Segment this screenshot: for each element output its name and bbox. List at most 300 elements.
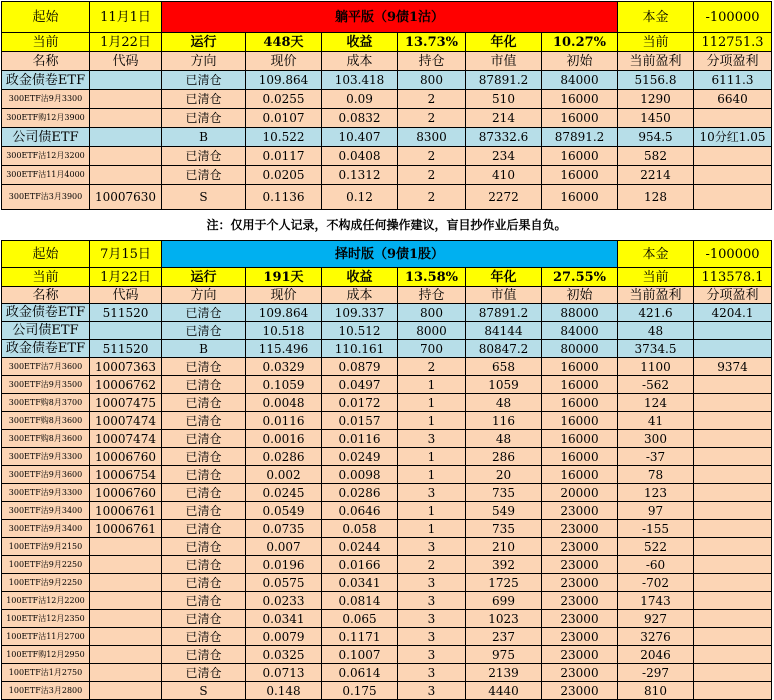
profit-cell[interactable]: 41	[618, 412, 694, 430]
col-header-sub-profit[interactable]: 分项盈利	[694, 52, 772, 71]
initial-cell[interactable]: 80000	[542, 340, 618, 358]
market-value-cell[interactable]: 735	[466, 520, 542, 538]
initial-cell[interactable]: 23000	[542, 556, 618, 574]
market-value-cell[interactable]: 2272	[466, 185, 542, 210]
profit-cell[interactable]: -702	[618, 574, 694, 592]
col-header-code[interactable]: 代码	[90, 287, 162, 304]
profit-cell[interactable]: 3276	[618, 628, 694, 646]
price-cell[interactable]: 0.0233	[246, 592, 322, 610]
top-annual-label[interactable]: 年化	[466, 33, 542, 52]
direction-cell[interactable]: 已清仓	[162, 90, 246, 109]
qty-cell[interactable]: 700	[398, 340, 466, 358]
direction-cell[interactable]: 已清仓	[162, 646, 246, 664]
profit-cell[interactable]: 522	[618, 538, 694, 556]
profit-cell[interactable]: 582	[618, 147, 694, 166]
name-cell[interactable]: 300ETF沽9月3300	[2, 448, 90, 466]
qty-cell[interactable]: 2	[398, 109, 466, 128]
sub-profit-cell[interactable]	[694, 628, 772, 646]
direction-cell[interactable]: B	[162, 340, 246, 358]
bottom-capital-value[interactable]: -100000	[694, 241, 772, 268]
top-current-label[interactable]: 当前	[2, 33, 90, 52]
qty-cell[interactable]: 2	[398, 147, 466, 166]
direction-cell[interactable]: S	[162, 185, 246, 210]
top-return-value[interactable]: 13.73%	[398, 33, 466, 52]
direction-cell[interactable]: 已清仓	[162, 466, 246, 484]
bottom-annual-label[interactable]: 年化	[466, 268, 542, 287]
profit-cell[interactable]: -562	[618, 376, 694, 394]
profit-cell[interactable]: 1100	[618, 358, 694, 376]
qty-cell[interactable]: 2	[398, 358, 466, 376]
price-cell[interactable]: 0.0245	[246, 484, 322, 502]
name-cell[interactable]: 公司债ETF	[2, 322, 90, 340]
top-capital-value[interactable]: -100000	[694, 2, 772, 33]
profit-cell[interactable]: -60	[618, 556, 694, 574]
bottom-return-value[interactable]: 13.58%	[398, 268, 466, 287]
initial-cell[interactable]: 84000	[542, 71, 618, 90]
bottom-current-label[interactable]: 当前	[2, 268, 90, 287]
qty-cell[interactable]: 3	[398, 610, 466, 628]
sub-profit-cell[interactable]	[694, 412, 772, 430]
code-cell[interactable]: 10007630	[90, 185, 162, 210]
profit-cell[interactable]: 1290	[618, 90, 694, 109]
sub-profit-cell[interactable]	[694, 646, 772, 664]
price-cell[interactable]: 109.864	[246, 304, 322, 322]
code-cell[interactable]: 10006760	[90, 484, 162, 502]
direction-cell[interactable]: 已清仓	[162, 520, 246, 538]
initial-cell[interactable]: 16000	[542, 430, 618, 448]
bottom-capital-label[interactable]: 本金	[618, 241, 694, 268]
market-value-cell[interactable]: 1059	[466, 376, 542, 394]
col-header-initial[interactable]: 初始	[542, 287, 618, 304]
direction-cell[interactable]: 已清仓	[162, 304, 246, 322]
initial-cell[interactable]: 23000	[542, 628, 618, 646]
direction-cell[interactable]: 已清仓	[162, 166, 246, 185]
profit-cell[interactable]: -297	[618, 664, 694, 682]
cost-cell[interactable]: 0.0814	[322, 592, 398, 610]
initial-cell[interactable]: 87891.2	[542, 128, 618, 147]
col-header-initial[interactable]: 初始	[542, 52, 618, 71]
initial-cell[interactable]: 16000	[542, 376, 618, 394]
name-cell[interactable]: 300ETF沽3月3900	[2, 185, 90, 210]
initial-cell[interactable]: 23000	[542, 538, 618, 556]
initial-cell[interactable]: 16000	[542, 412, 618, 430]
code-cell[interactable]: 10007475	[90, 394, 162, 412]
bottom-current-value[interactable]: 113578.1	[694, 268, 772, 287]
col-header-name[interactable]: 名称	[2, 52, 90, 71]
code-cell[interactable]	[90, 682, 162, 700]
profit-cell[interactable]: 128	[618, 185, 694, 210]
initial-cell[interactable]: 23000	[542, 682, 618, 700]
price-cell[interactable]: 0.0255	[246, 90, 322, 109]
profit-cell[interactable]: 927	[618, 610, 694, 628]
qty-cell[interactable]: 3	[398, 664, 466, 682]
qty-cell[interactable]: 800	[398, 71, 466, 90]
cost-cell[interactable]: 0.0286	[322, 484, 398, 502]
qty-cell[interactable]: 3	[398, 682, 466, 700]
profit-cell[interactable]: -155	[618, 520, 694, 538]
direction-cell[interactable]: S	[162, 682, 246, 700]
initial-cell[interactable]: 23000	[542, 520, 618, 538]
price-cell[interactable]: 0.0329	[246, 358, 322, 376]
price-cell[interactable]: 0.0735	[246, 520, 322, 538]
market-value-cell[interactable]: 84144	[466, 322, 542, 340]
col-header-direction[interactable]: 方向	[162, 52, 246, 71]
price-cell[interactable]: 0.1136	[246, 185, 322, 210]
top-return-label[interactable]: 收益	[322, 33, 398, 52]
name-cell[interactable]: 300ETF沽9月3400	[2, 520, 90, 538]
code-cell[interactable]	[90, 646, 162, 664]
code-cell[interactable]: 511520	[90, 340, 162, 358]
market-value-cell[interactable]: 48	[466, 394, 542, 412]
cost-cell[interactable]: 0.1312	[322, 166, 398, 185]
market-value-cell[interactable]: 237	[466, 628, 542, 646]
price-cell[interactable]: 0.0116	[246, 412, 322, 430]
sub-profit-cell[interactable]	[694, 466, 772, 484]
price-cell[interactable]: 0.007	[246, 538, 322, 556]
market-value-cell[interactable]: 4440	[466, 682, 542, 700]
cost-cell[interactable]: 0.0157	[322, 412, 398, 430]
profit-cell[interactable]: 2214	[618, 166, 694, 185]
initial-cell[interactable]: 16000	[542, 185, 618, 210]
top-start-date[interactable]: 11月1日	[90, 2, 162, 33]
name-cell[interactable]: 300ETF沽9月3400	[2, 502, 90, 520]
direction-cell[interactable]: 已清仓	[162, 394, 246, 412]
direction-cell[interactable]: 已清仓	[162, 502, 246, 520]
sub-profit-cell[interactable]	[694, 185, 772, 210]
col-header-profit[interactable]: 当前盈利	[618, 52, 694, 71]
bottom-title[interactable]: 择时版（9债1股）	[162, 241, 618, 268]
direction-cell[interactable]: 已清仓	[162, 610, 246, 628]
market-value-cell[interactable]: 2139	[466, 664, 542, 682]
col-header-qty[interactable]: 持仓	[398, 52, 466, 71]
qty-cell[interactable]: 1	[398, 502, 466, 520]
sub-profit-cell[interactable]: 6640	[694, 90, 772, 109]
initial-cell[interactable]: 20000	[542, 484, 618, 502]
qty-cell[interactable]: 8300	[398, 128, 466, 147]
market-value-cell[interactable]: 286	[466, 448, 542, 466]
bottom-current-label2[interactable]: 当前	[618, 268, 694, 287]
price-cell[interactable]: 0.0196	[246, 556, 322, 574]
price-cell[interactable]: 109.864	[246, 71, 322, 90]
sub-profit-cell[interactable]	[694, 502, 772, 520]
cost-cell[interactable]: 109.337	[322, 304, 398, 322]
col-header-code[interactable]: 代码	[90, 52, 162, 71]
sub-profit-cell[interactable]	[694, 520, 772, 538]
initial-cell[interactable]: 16000	[542, 448, 618, 466]
col-header-profit[interactable]: 当前盈利	[618, 287, 694, 304]
top-annual-value[interactable]: 10.27%	[542, 33, 618, 52]
price-cell[interactable]: 0.0107	[246, 109, 322, 128]
code-cell[interactable]: 10006760	[90, 448, 162, 466]
code-cell[interactable]: 10006754	[90, 466, 162, 484]
col-header-price[interactable]: 现价	[246, 287, 322, 304]
sub-profit-cell[interactable]	[694, 448, 772, 466]
name-cell[interactable]: 300ETF购12月3900	[2, 109, 90, 128]
name-cell[interactable]: 100ETF沽3月2800	[2, 682, 90, 700]
top-current-value[interactable]: 112751.3	[694, 33, 772, 52]
qty-cell[interactable]: 1	[398, 376, 466, 394]
profit-cell[interactable]: 421.6	[618, 304, 694, 322]
sub-profit-cell[interactable]	[694, 394, 772, 412]
market-value-cell[interactable]: 410	[466, 166, 542, 185]
name-cell[interactable]: 300ETF沽9月3300	[2, 484, 90, 502]
market-value-cell[interactable]: 510	[466, 90, 542, 109]
sub-profit-cell[interactable]	[694, 109, 772, 128]
top-run-label[interactable]: 运行	[162, 33, 246, 52]
bottom-current-date[interactable]: 1月22日	[90, 268, 162, 287]
cost-cell[interactable]: 0.0098	[322, 466, 398, 484]
sub-profit-cell[interactable]	[694, 147, 772, 166]
name-cell[interactable]: 300ETF沽9月3300	[2, 90, 90, 109]
direction-cell[interactable]: 已清仓	[162, 484, 246, 502]
qty-cell[interactable]: 1	[398, 394, 466, 412]
market-value-cell[interactable]: 1725	[466, 574, 542, 592]
top-current-label2[interactable]: 当前	[618, 33, 694, 52]
sub-profit-cell[interactable]	[694, 538, 772, 556]
direction-cell[interactable]: B	[162, 128, 246, 147]
code-cell[interactable]	[90, 166, 162, 185]
qty-cell[interactable]: 3	[398, 538, 466, 556]
col-header-market-value[interactable]: 市值	[466, 287, 542, 304]
qty-cell[interactable]: 2	[398, 90, 466, 109]
sub-profit-cell[interactable]: 6111.3	[694, 71, 772, 90]
sub-profit-cell[interactable]: 9374	[694, 358, 772, 376]
price-cell[interactable]: 0.0048	[246, 394, 322, 412]
sub-profit-cell[interactable]	[694, 340, 772, 358]
cost-cell[interactable]: 0.0832	[322, 109, 398, 128]
market-value-cell[interactable]: 214	[466, 109, 542, 128]
price-cell[interactable]: 0.0325	[246, 646, 322, 664]
profit-cell[interactable]: 1450	[618, 109, 694, 128]
sub-profit-cell[interactable]	[694, 166, 772, 185]
initial-cell[interactable]: 16000	[542, 90, 618, 109]
initial-cell[interactable]: 16000	[542, 466, 618, 484]
qty-cell[interactable]: 3	[398, 574, 466, 592]
cost-cell[interactable]: 0.09	[322, 90, 398, 109]
price-cell[interactable]: 10.522	[246, 128, 322, 147]
bottom-start-label[interactable]: 起始	[2, 241, 90, 268]
cost-cell[interactable]: 10.512	[322, 322, 398, 340]
name-cell[interactable]: 300ETF沽12月3200	[2, 147, 90, 166]
initial-cell[interactable]: 23000	[542, 610, 618, 628]
code-cell[interactable]: 10007363	[90, 358, 162, 376]
cost-cell[interactable]: 110.161	[322, 340, 398, 358]
market-value-cell[interactable]: 1023	[466, 610, 542, 628]
name-cell[interactable]: 100ETF沽9月2250	[2, 574, 90, 592]
bottom-run-days[interactable]: 191天	[246, 268, 322, 287]
code-cell[interactable]: 10006762	[90, 376, 162, 394]
cost-cell[interactable]: 0.0408	[322, 147, 398, 166]
profit-cell[interactable]: 3734.5	[618, 340, 694, 358]
col-header-cost[interactable]: 成本	[322, 52, 398, 71]
code-cell[interactable]	[90, 322, 162, 340]
market-value-cell[interactable]: 975	[466, 646, 542, 664]
direction-cell[interactable]: 已清仓	[162, 574, 246, 592]
price-cell[interactable]: 0.0713	[246, 664, 322, 682]
cost-cell[interactable]: 0.0879	[322, 358, 398, 376]
cost-cell[interactable]: 0.0646	[322, 502, 398, 520]
profit-cell[interactable]: 48	[618, 322, 694, 340]
initial-cell[interactable]: 23000	[542, 646, 618, 664]
sub-profit-cell[interactable]	[694, 430, 772, 448]
price-cell[interactable]: 0.0341	[246, 610, 322, 628]
cost-cell[interactable]: 0.1007	[322, 646, 398, 664]
price-cell[interactable]: 0.0079	[246, 628, 322, 646]
profit-cell[interactable]: 300	[618, 430, 694, 448]
direction-cell[interactable]: 已清仓	[162, 412, 246, 430]
cost-cell[interactable]: 0.0614	[322, 664, 398, 682]
col-header-market-value[interactable]: 市值	[466, 52, 542, 71]
name-cell[interactable]: 100ETF沽9月2150	[2, 538, 90, 556]
initial-cell[interactable]: 23000	[542, 574, 618, 592]
price-cell[interactable]: 0.0549	[246, 502, 322, 520]
direction-cell[interactable]: 已清仓	[162, 664, 246, 682]
profit-cell[interactable]: 5156.8	[618, 71, 694, 90]
sub-profit-cell[interactable]	[694, 664, 772, 682]
profit-cell[interactable]: 97	[618, 502, 694, 520]
name-cell[interactable]: 100ETF沽12月2350	[2, 610, 90, 628]
cost-cell[interactable]: 103.418	[322, 71, 398, 90]
market-value-cell[interactable]: 87332.6	[466, 128, 542, 147]
sub-profit-cell[interactable]: 10分红1.05	[694, 128, 772, 147]
code-cell[interactable]	[90, 664, 162, 682]
col-header-direction[interactable]: 方向	[162, 287, 246, 304]
cost-cell[interactable]: 10.407	[322, 128, 398, 147]
initial-cell[interactable]: 23000	[542, 592, 618, 610]
cost-cell[interactable]: 0.0341	[322, 574, 398, 592]
cost-cell[interactable]: 0.0166	[322, 556, 398, 574]
col-header-cost[interactable]: 成本	[322, 287, 398, 304]
code-cell[interactable]	[90, 90, 162, 109]
sub-profit-cell[interactable]	[694, 376, 772, 394]
top-title[interactable]: 躺平版（9债1沽）	[162, 2, 618, 33]
price-cell[interactable]: 0.0575	[246, 574, 322, 592]
qty-cell[interactable]: 2	[398, 166, 466, 185]
qty-cell[interactable]: 1	[398, 448, 466, 466]
direction-cell[interactable]: 已清仓	[162, 71, 246, 90]
initial-cell[interactable]: 23000	[542, 502, 618, 520]
qty-cell[interactable]: 800	[398, 304, 466, 322]
market-value-cell[interactable]: 87891.2	[466, 304, 542, 322]
code-cell[interactable]	[90, 592, 162, 610]
cost-cell[interactable]: 0.0244	[322, 538, 398, 556]
market-value-cell[interactable]: 234	[466, 147, 542, 166]
name-cell[interactable]: 300ETF购8月3700	[2, 394, 90, 412]
code-cell[interactable]	[90, 147, 162, 166]
name-cell[interactable]: 100ETF沽11月2700	[2, 628, 90, 646]
name-cell[interactable]: 300ETF购8月3600	[2, 412, 90, 430]
bottom-return-label[interactable]: 收益	[322, 268, 398, 287]
sub-profit-cell[interactable]	[694, 484, 772, 502]
market-value-cell[interactable]: 20	[466, 466, 542, 484]
bottom-start-date[interactable]: 7月15日	[90, 241, 162, 268]
code-cell[interactable]: 511520	[90, 304, 162, 322]
direction-cell[interactable]: 已清仓	[162, 556, 246, 574]
bottom-run-label[interactable]: 运行	[162, 268, 246, 287]
qty-cell[interactable]: 1	[398, 412, 466, 430]
qty-cell[interactable]: 2	[398, 556, 466, 574]
code-cell[interactable]	[90, 538, 162, 556]
name-cell[interactable]: 政金债卷ETF	[2, 71, 90, 90]
price-cell[interactable]: 0.1059	[246, 376, 322, 394]
bottom-annual-value[interactable]: 27.55%	[542, 268, 618, 287]
price-cell[interactable]: 0.0205	[246, 166, 322, 185]
code-cell[interactable]	[90, 574, 162, 592]
price-cell[interactable]: 0.0016	[246, 430, 322, 448]
cost-cell[interactable]: 0.0497	[322, 376, 398, 394]
name-cell[interactable]: 公司债ETF	[2, 128, 90, 147]
qty-cell[interactable]: 2	[398, 185, 466, 210]
col-header-name[interactable]: 名称	[2, 287, 90, 304]
profit-cell[interactable]: 954.5	[618, 128, 694, 147]
code-cell[interactable]	[90, 556, 162, 574]
initial-cell[interactable]: 16000	[542, 166, 618, 185]
name-cell[interactable]: 300ETF沽9月3600	[2, 466, 90, 484]
name-cell[interactable]: 300ETF购8月3600	[2, 430, 90, 448]
qty-cell[interactable]: 1	[398, 466, 466, 484]
qty-cell[interactable]: 3	[398, 430, 466, 448]
sub-profit-cell[interactable]	[694, 322, 772, 340]
code-cell[interactable]	[90, 71, 162, 90]
initial-cell[interactable]: 16000	[542, 109, 618, 128]
name-cell[interactable]: 政金债卷ETF	[2, 340, 90, 358]
direction-cell[interactable]: 已清仓	[162, 538, 246, 556]
market-value-cell[interactable]: 735	[466, 484, 542, 502]
name-cell[interactable]: 100ETF沽1月2750	[2, 664, 90, 682]
direction-cell[interactable]: 已清仓	[162, 430, 246, 448]
code-cell[interactable]: 10007474	[90, 412, 162, 430]
sub-profit-cell[interactable]	[694, 592, 772, 610]
qty-cell[interactable]: 3	[398, 646, 466, 664]
market-value-cell[interactable]: 392	[466, 556, 542, 574]
name-cell[interactable]: 300ETF沽11月4000	[2, 166, 90, 185]
market-value-cell[interactable]: 210	[466, 538, 542, 556]
top-current-date[interactable]: 1月22日	[90, 33, 162, 52]
cost-cell[interactable]: 0.1171	[322, 628, 398, 646]
initial-cell[interactable]: 88000	[542, 304, 618, 322]
cost-cell[interactable]: 0.12	[322, 185, 398, 210]
cost-cell[interactable]: 0.175	[322, 682, 398, 700]
initial-cell[interactable]: 16000	[542, 147, 618, 166]
direction-cell[interactable]: 已清仓	[162, 322, 246, 340]
qty-cell[interactable]: 1	[398, 520, 466, 538]
code-cell[interactable]	[90, 628, 162, 646]
profit-cell[interactable]: 1743	[618, 592, 694, 610]
sub-profit-cell[interactable]	[694, 574, 772, 592]
sub-profit-cell[interactable]	[694, 556, 772, 574]
cost-cell[interactable]: 0.0249	[322, 448, 398, 466]
name-cell[interactable]: 100ETF购12月2950	[2, 646, 90, 664]
cost-cell[interactable]: 0.058	[322, 520, 398, 538]
market-value-cell[interactable]: 87891.2	[466, 71, 542, 90]
top-run-days[interactable]: 448天	[246, 33, 322, 52]
sub-profit-cell[interactable]	[694, 610, 772, 628]
col-header-sub-profit[interactable]: 分项盈利	[694, 287, 772, 304]
initial-cell[interactable]: 23000	[542, 664, 618, 682]
market-value-cell[interactable]: 48	[466, 430, 542, 448]
top-capital-label[interactable]: 本金	[618, 2, 694, 33]
initial-cell[interactable]: 84000	[542, 322, 618, 340]
name-cell[interactable]: 300ETF沽9月3500	[2, 376, 90, 394]
cost-cell[interactable]: 0.065	[322, 610, 398, 628]
code-cell[interactable]: 10007474	[90, 430, 162, 448]
profit-cell[interactable]: 2046	[618, 646, 694, 664]
price-cell[interactable]: 115.496	[246, 340, 322, 358]
name-cell[interactable]: 100ETF沽12月2200	[2, 592, 90, 610]
code-cell[interactable]: 10006761	[90, 502, 162, 520]
initial-cell[interactable]: 16000	[542, 358, 618, 376]
code-cell[interactable]	[90, 109, 162, 128]
